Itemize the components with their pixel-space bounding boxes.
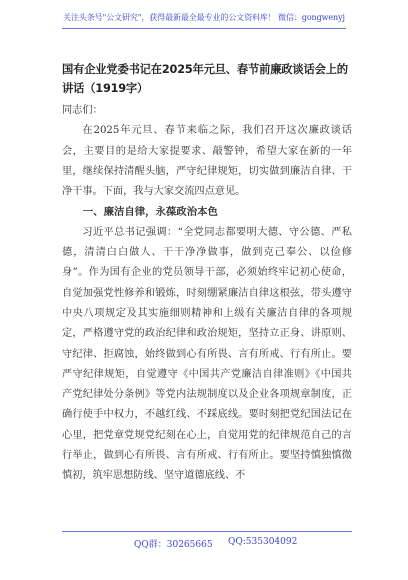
document-title: 国有企业党委书记在2025年元旦、春节前廉政谈话会上的讲话（1919字）	[62, 63, 348, 95]
paragraph-section-1: 习近平总书记强调：“全党同志都要明大德、守公德、严私德，清清白白做人、干干净净做事，做到克己奉公、以俭修身”。作为国有企业的党员领导干部，必须始终牢记初心使命，自觉加强党性修养和锻炼，时刻绷紧廉洁自律这根弦，带头遵守中央八项规定及其实施细则精神和上级有关廉洁自律的各项规定，严格遵守党的政治纪律和政治规矩，坚持立正身、讲原则、守纪律、拒腐蚀，始终做到心有所畏、言有所戒、行有所止。要严守纪律规矩，自觉遵守《中国共产党廉洁自律准则》《中国共产党纪律处分条例》等党内法规制度以及企业各项规章制度，正确行使手中权力，不越红线、不踩底线。要时刻把党纪国法记在心里，把党章党规党纪刻在心上，自觉用党的纪律规范自己的言行举止，做到心有所畏、言有所戒、行有所止。要坚持慎独慎微慎初，筑牢思想防线、坚守道德底线、不	[62, 226, 352, 482]
footer-contact	[62, 531, 352, 550]
salutation: 同志们：	[62, 105, 103, 116]
footer-qq: QQ:535304092	[228, 537, 298, 547]
header-banner: 关注头条号"公文研究"，获得最新最全最专业的公文资料库！ 微信：gongwenyj	[62, 12, 346, 29]
paragraph-intro: 在2025年元旦、春节来临之际，我们召开这次廉政谈话会，主要目的是给大家提要求、敲警钟，希望大家在新的一年里，继续保持清醒头脑，严守纪律规矩，切实做到廉洁自律、干净干事。下面，我与大家交流四点意见。	[62, 125, 352, 198]
footer-qq-group: QQ群：30265665	[134, 540, 213, 550]
section-heading-1: 一、廉洁自律，永葆政治本色	[82, 206, 218, 219]
document-body	[62, 101, 352, 487]
